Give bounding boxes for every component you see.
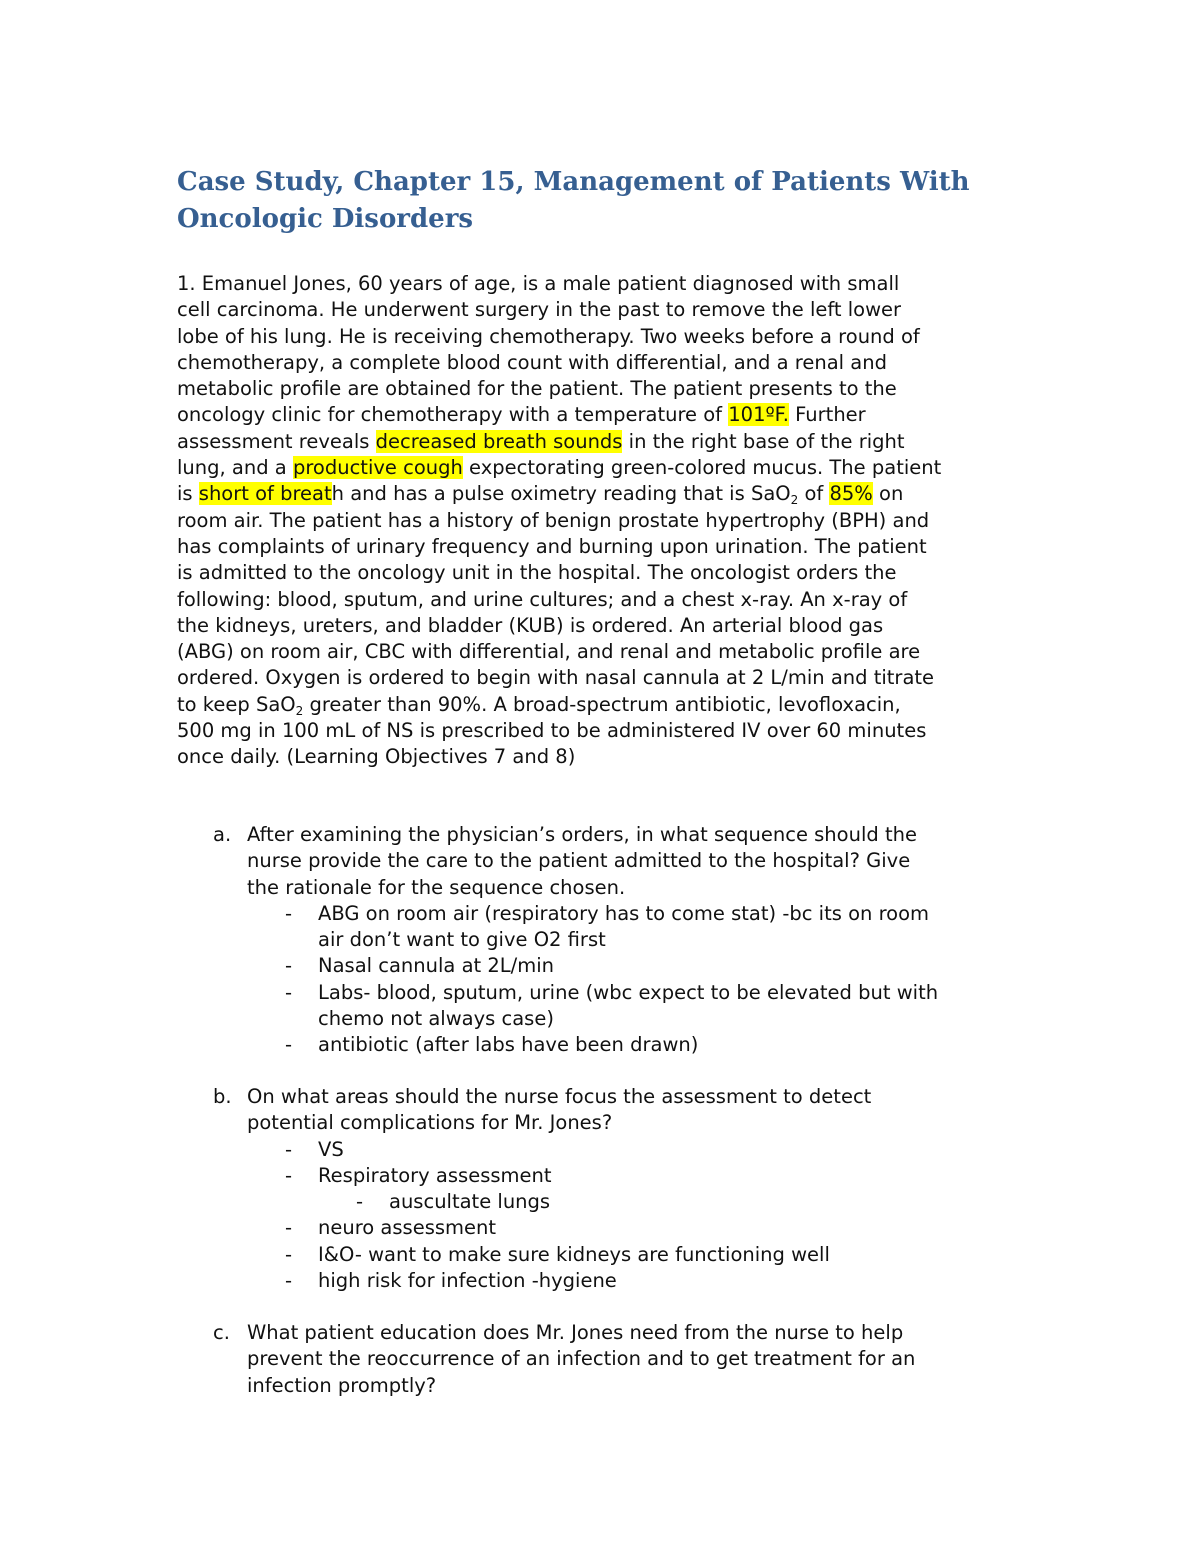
highlight-short-of-breath: short of breat — [198, 482, 332, 506]
list-item-continuation — [213, 927, 1073, 953]
intro-line: chemotherapy, a complete blood count with differential, and a renal and — [177, 350, 887, 374]
answer-list — [213, 1137, 1073, 1295]
question-line: What patient education does Mr. Jones need from the nurse to help — [247, 1321, 904, 1344]
answer-text: I&O- want to make sure kidneys are functioning well — [318, 1242, 830, 1266]
intro-line — [177, 692, 1047, 718]
highlight-temperature: 101ºF. — [728, 403, 789, 427]
list-item — [213, 1268, 1073, 1294]
intro-line — [177, 455, 1047, 481]
text-run: lung, and a — [177, 456, 293, 480]
subscript: 2 — [295, 703, 304, 718]
intro-line — [177, 429, 1047, 455]
text-run: oncology clinic for chemotherapy with a temperature of — [177, 403, 729, 427]
question-b — [213, 1084, 1073, 1294]
intro-line: room air. The patient has a history of benign prostate hypertrophy (BPH) and — [177, 508, 930, 532]
text-run: on — [872, 482, 904, 506]
intro-line: is admitted to the oncology unit in the hospital. The oncologist orders the — [177, 561, 897, 585]
title-line-2: Oncologic Disorders — [177, 204, 474, 234]
title-line-1: Case Study, Chapter 15, Management of Patients With — [177, 167, 970, 197]
question-a — [213, 822, 1073, 1059]
highlight-productive-cough: productive cough — [292, 456, 463, 480]
intro-line: metabolic profile are obtained for the patient. The patient presents to the — [177, 377, 897, 401]
dash-bullet: - — [285, 901, 293, 925]
dash-bullet: - — [285, 1216, 293, 1240]
list-item — [213, 1032, 1073, 1058]
text-run: expectorating green-colored mucus. The patient — [462, 456, 942, 480]
intro-line — [177, 481, 1047, 507]
dash-bullet: - — [285, 1163, 293, 1187]
intro-line: the kidneys, ureters, and bladder (KUB) is ordered. An arterial blood gas — [177, 613, 884, 637]
intro-line: has complaints of urinary frequency and burning upon urination. The patient — [177, 534, 927, 558]
intro-line: (ABG) on room air, CBC with differential, and renal and metabolic profile are — [177, 640, 921, 664]
question-line: nurse provide the care to the patient admitted to the hospital? Give — [247, 849, 911, 873]
answer-text: air don’t want to give O2 first — [318, 928, 606, 952]
highlight-oximetry: 85% — [829, 482, 873, 506]
dash-bullet: - — [285, 1269, 293, 1293]
intro-line: 500 mg in 100 mL of NS is prescribed to be administered IV over 60 minutes — [177, 719, 927, 743]
answer-text: Respiratory assessment — [318, 1163, 552, 1187]
question-text — [247, 822, 1073, 901]
answer-list — [213, 901, 1073, 1059]
subscript: 2 — [790, 493, 799, 508]
intro-line: cell carcinoma. He underwent surgery in the past to remove the left lower — [177, 298, 902, 322]
question-line: infection promptly? — [247, 1373, 437, 1397]
dash-bullet: - — [356, 1190, 364, 1214]
dash-bullet: - — [285, 980, 293, 1004]
list-item — [213, 1137, 1073, 1163]
text-run: of — [798, 482, 830, 506]
question-text — [247, 1084, 1073, 1137]
intro-line: lobe of his lung. He is receiving chemotherapy. Two weeks before a round of — [177, 324, 920, 348]
question-marker: b. — [213, 1085, 232, 1108]
intro-line — [177, 402, 1047, 428]
answer-text: ABG on room air (respiratory has to come stat) -bc its on room — [318, 901, 930, 925]
intro-line: 1. Emanuel Jones, 60 years of age, is a male patient diagnosed with small — [177, 272, 900, 295]
question-line: On what areas should the nurse focus the assessment to detect — [247, 1085, 872, 1108]
answer-text: auscultate lungs — [389, 1190, 551, 1214]
dash-bullet: - — [285, 954, 293, 978]
answer-text: neuro assessment — [318, 1216, 497, 1240]
question-c — [213, 1320, 1073, 1399]
answer-text: high risk for infection -hygiene — [318, 1269, 617, 1293]
text-run: h and has a pulse oximetry reading that is SaO — [331, 482, 791, 506]
answer-text: Labs- blood, sputum, urine (wbc expect to be elevated but with — [318, 980, 939, 1004]
dash-bullet: - — [285, 1242, 293, 1266]
dash-bullet: - — [285, 1137, 293, 1161]
list-item — [213, 901, 1073, 927]
list-item — [213, 953, 1073, 979]
document-title — [177, 164, 1077, 238]
question-line: potential complications for Mr. Jones? — [247, 1111, 613, 1135]
question-text — [247, 1320, 1073, 1399]
list-item — [213, 980, 1073, 1006]
list-item-nested — [213, 1189, 1073, 1215]
answer-text: chemo not always case) — [318, 1007, 554, 1031]
answer-text: antibiotic (after labs have been drawn) — [318, 1033, 699, 1057]
question-line: the rationale for the sequence chosen. — [247, 875, 626, 899]
question-line: After examining the physician’s orders, in what sequence should the — [247, 823, 917, 846]
intro-line: ordered. Oxygen is ordered to begin with nasal cannula at 2 L/min and titrate — [177, 666, 935, 690]
list-item — [213, 1215, 1073, 1241]
highlight-breath-sounds: decreased breath sounds — [375, 429, 623, 453]
list-item-continuation — [213, 1006, 1073, 1032]
case-description — [177, 271, 1047, 771]
text-run: is — [177, 482, 199, 506]
text-run: to keep SaO — [177, 692, 296, 716]
question-marker: c. — [213, 1321, 230, 1344]
text-run: in the right base of the right — [622, 429, 905, 453]
intro-line: once daily. (Learning Objectives 7 and 8) — [177, 745, 576, 769]
question-marker: a. — [213, 823, 232, 846]
answer-text: VS — [318, 1137, 344, 1161]
question-line: prevent the reoccurrence of an infection and to get treatment for an — [247, 1347, 916, 1371]
text-run: Further — [788, 403, 866, 427]
answer-text: Nasal cannula at 2L/min — [318, 954, 554, 978]
list-item — [213, 1163, 1073, 1189]
text-run: assessment reveals — [177, 429, 376, 453]
text-run: greater than 90%. A broad-spectrum antibiotic, levofloxacin, — [303, 692, 901, 716]
intro-line: following: blood, sputum, and urine cultures; and a chest x-ray. An x-ray of — [177, 587, 908, 611]
dash-bullet: - — [285, 1033, 293, 1057]
list-item — [213, 1242, 1073, 1268]
